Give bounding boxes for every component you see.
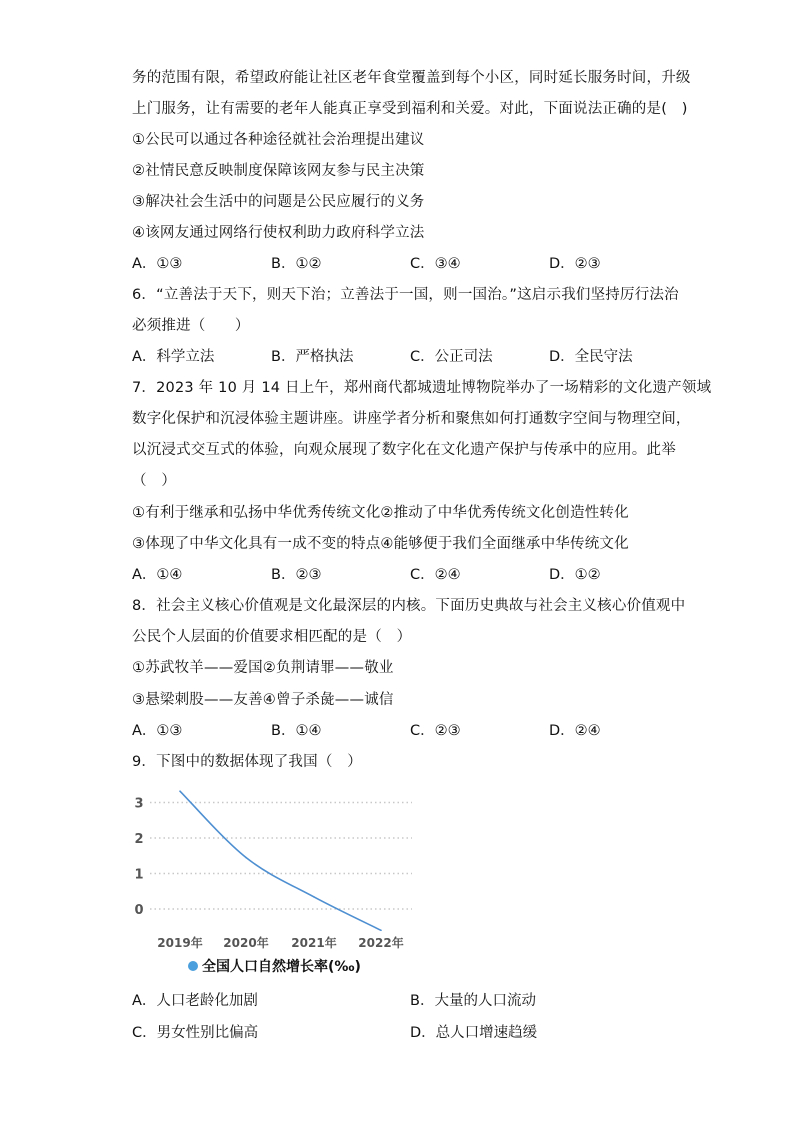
- data-point: [179, 790, 181, 792]
- q7-stem-line-2: 数字化保护和沉浸体验主题讲座。讲座学者分析和聚焦如何打通数字空间与物理空间，: [132, 411, 691, 427]
- q8-stem-line-1: 8．社会主义核心价值观是文化最深层的内核。下面历史典故与社会主义核心价值观中: [132, 598, 686, 614]
- q8-option-b[interactable]: B．①④: [271, 723, 322, 739]
- q8-option-c[interactable]: C．②③: [410, 723, 461, 739]
- x-tick-label: 2020年: [223, 936, 269, 950]
- q7-option-a[interactable]: A．①④: [132, 567, 183, 583]
- q6-stem-line-1: 6．“立善法于天下，则天下治；立善法于一国，则一国治。”这启示我们坚持厉行法治: [132, 287, 679, 303]
- q8-option-d[interactable]: D．②④: [549, 723, 601, 739]
- data-point: [313, 896, 315, 898]
- legend-marker: [188, 961, 198, 971]
- q5-item-3: ③解决社会生活中的问题是公民应履行的义务: [132, 194, 425, 210]
- q5-item-1: ①公民可以通过各种途径就社会治理提出建议: [132, 132, 425, 148]
- q6-option-d[interactable]: D．全民守法: [549, 349, 633, 365]
- q5-option-d[interactable]: D．②③: [549, 256, 601, 272]
- q9-option-a[interactable]: A．人口老龄化加剧: [132, 993, 258, 1009]
- q5-option-c[interactable]: C．③④: [410, 256, 461, 272]
- q7-option-c[interactable]: C．②④: [410, 567, 461, 583]
- q5-stem-line-2: 上门服务，让有需要的老年人能真正享受到福利和关爱。对此，下面说法正确的是( ): [132, 101, 688, 117]
- q6-option-a[interactable]: A．科学立法: [132, 349, 215, 365]
- q8-item-line-2: ③悬梁刺股——友善④曾子杀彘——诚信: [132, 692, 394, 708]
- x-tick-label: 2021年: [291, 936, 337, 950]
- q9-stem: 9．下图中的数据体现了我国（ ）: [132, 754, 362, 770]
- q7-stem-line-1: 7．2023 年 10 月 14 日上午，郑州商代都城遗址博物院举办了一场精彩的文化遗产领域: [132, 380, 712, 396]
- q7-stem-line-4: （ ）: [132, 473, 177, 489]
- q7-item-line-1: ①有利于继承和弘扬中华优秀传统文化②推动了中华优秀传统文化创造性转化: [132, 505, 629, 521]
- q7-item-line-2: ③体现了中华文化具有一成不变的特点④能够便于我们全面继承中华传统文化: [132, 536, 629, 552]
- q7-option-b[interactable]: B．②③: [271, 567, 322, 583]
- population-growth-chart: [120, 780, 420, 980]
- x-tick-label: 2019年: [157, 936, 203, 950]
- q5-item-2: ②社情民意反映制度保障该网友参与民主决策: [132, 163, 425, 179]
- y-tick-label: 3: [134, 796, 144, 812]
- q9-option-c[interactable]: C．男女性别比偏高: [132, 1025, 259, 1041]
- legend-label: 全国人口自然增长率(‰): [202, 959, 361, 975]
- q5-option-a[interactable]: A．①③: [132, 256, 183, 272]
- q5-option-b[interactable]: B．①②: [271, 256, 322, 272]
- q6-option-c[interactable]: C．公正司法: [410, 349, 493, 365]
- y-tick-label: 0: [134, 903, 144, 918]
- q5-stem-line-1: 务的范围有限，希望政府能让社区老年食堂覆盖到每个小区，同时延长服务时间，升级: [132, 70, 691, 86]
- data-point: [380, 930, 382, 932]
- q8-stem-line-2: 公民个人层面的价值要求相匹配的是（ ）: [132, 629, 412, 645]
- q6-option-b[interactable]: B．严格执法: [271, 349, 354, 365]
- y-tick-label: 1: [134, 867, 144, 883]
- q8-option-a[interactable]: A．①③: [132, 723, 183, 739]
- q7-stem-line-3: 以沉浸式交互式的体验，向观众展现了数字化在文化遗产保护与传承中的应用。此举: [132, 442, 676, 458]
- data-point: [245, 857, 247, 859]
- x-tick-label: 2022年: [358, 936, 404, 950]
- q9-option-d[interactable]: D．总人口增速趋缓: [410, 1025, 538, 1041]
- q5-item-4: ④该网友通过网络行使权利助力政府科学立法: [132, 225, 425, 241]
- y-tick-label: 2: [134, 832, 144, 847]
- q6-stem-line-2: 必须推进（ ）: [132, 318, 250, 334]
- q9-option-b[interactable]: B．大量的人口流动: [410, 993, 536, 1009]
- q8-item-line-1: ①苏武牧羊——爱国②负荆请罪——敬业: [132, 660, 394, 676]
- q7-option-d[interactable]: D．①②: [549, 567, 601, 583]
